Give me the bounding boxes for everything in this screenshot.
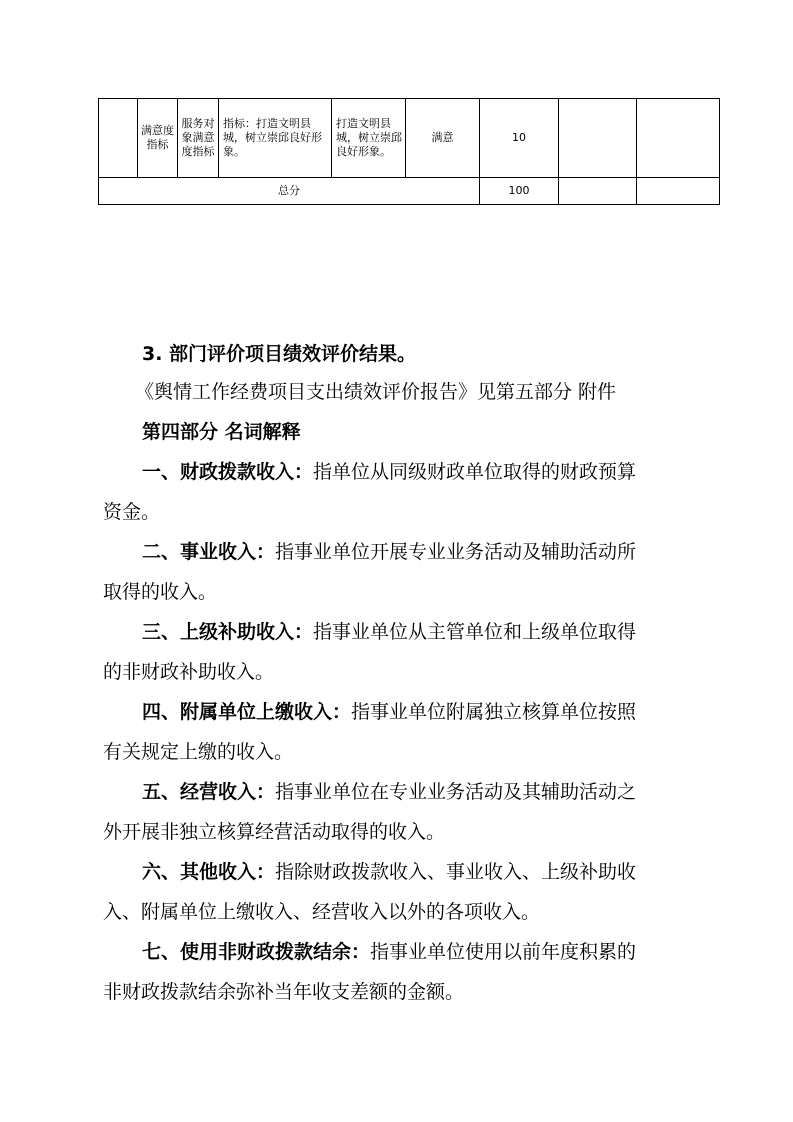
term-1-line1	[142, 459, 636, 485]
total-row	[99, 178, 720, 205]
term-1-def: 指单位从同级财政单位取得的财政预算	[313, 461, 637, 483]
section3-heading: 3. 部门评价项目绩效评价结果。	[142, 343, 417, 365]
total-score	[559, 178, 637, 205]
total-label: 总分	[99, 178, 480, 205]
term-4-def: 指事业单位附属独立核算单位按照	[351, 701, 637, 723]
term-4-line1	[142, 699, 636, 725]
term-6-title: 六、其他收入：	[142, 861, 276, 883]
term-7-line1	[142, 939, 636, 965]
score-cell	[559, 99, 637, 178]
indicator-cell: 指标：打造文明县城，树立崇邱良好形象。	[219, 99, 332, 178]
total-remark	[637, 178, 720, 205]
term-6-line1	[142, 859, 636, 885]
report-reference: 《舆情工作经费项目支出绩效评价报告》见第五部分 附件	[135, 381, 617, 403]
term-1-line2: 资金。	[103, 501, 161, 523]
level1-cell	[99, 99, 138, 178]
term-4-line2: 有关规定上缴的收入。	[103, 741, 294, 763]
term-5-line1	[142, 779, 636, 805]
term-2-def: 指事业单位开展专业业务活动及辅助活动所	[275, 541, 637, 563]
term-6-line2: 入、附属单位上缴收入、经营收入以外的各项收入。	[103, 901, 541, 923]
level3-cell: 服务对象满意度指标	[178, 99, 219, 178]
term-3-def: 指事业单位从主管单位和上级单位取得	[313, 621, 637, 643]
term-7-title: 七、使用非财政拨款结余：	[142, 941, 371, 963]
actual-cell: 满意	[406, 99, 480, 178]
term-6-def: 指除财政拨款收入、事业收入、上级补助收	[275, 861, 637, 883]
performance-table	[98, 98, 720, 205]
term-5-def: 指事业单位在专业业务活动及其辅助活动之	[275, 781, 637, 803]
term-5-title: 五、经营收入：	[142, 781, 276, 803]
term-5-line2: 外开展非独立核算经营活动取得的收入。	[103, 821, 446, 843]
term-2-line2: 取得的收入。	[103, 581, 218, 603]
term-2-title: 二、事业收入：	[142, 541, 276, 563]
term-2-line1	[142, 539, 636, 565]
term-4-title: 四、附属单位上缴收入：	[142, 701, 352, 723]
weight-cell: 10	[480, 99, 559, 178]
term-3-title: 三、上级补助收入：	[142, 621, 314, 643]
remark-cell	[637, 99, 720, 178]
term-7-def: 指事业单位使用以前年度积累的	[370, 941, 637, 963]
level2-cell: 满意度指标	[138, 99, 178, 178]
term-3-line1	[142, 619, 636, 645]
total-weight: 100	[480, 178, 559, 205]
term-1-title: 一、财政拨款收入：	[142, 461, 314, 483]
target-cell: 打造文明县城，树立崇邱良好形象。	[332, 99, 406, 178]
term-3-line2: 的非财政补助收入。	[103, 661, 275, 683]
table-row	[99, 99, 720, 178]
part4-heading: 第四部分 名词解释	[142, 421, 301, 443]
term-7-line2: 非财政拨款结余弥补当年收支差额的金额。	[103, 981, 465, 1003]
